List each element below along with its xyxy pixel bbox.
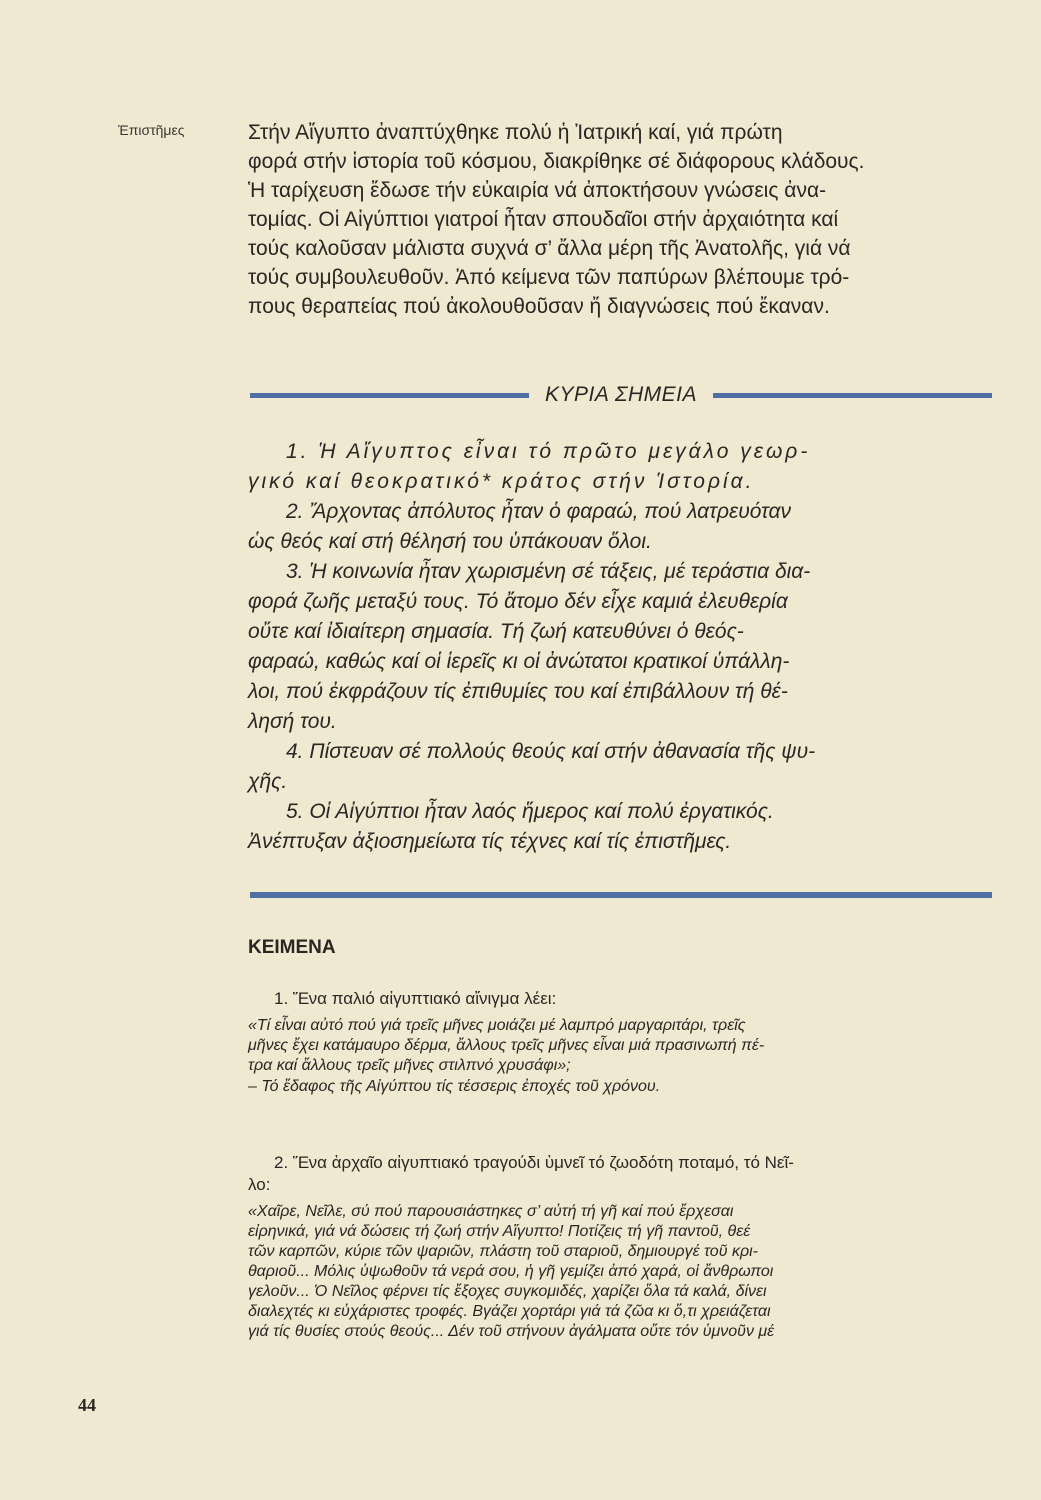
key-point-line: λοι, πού ἐκφράζουν τίς ἐπιθυμίες του καί ἐπιβάλλουν τή θέ- (248, 680, 788, 703)
text-1-quote-line: τρα καί ἄλλους τρεῖς μῆνες στιλπνό χρυσάφι»; (248, 1057, 571, 1074)
heading-rule-right (713, 393, 992, 398)
text-2-quote-line: θαριοῦ... Μόλις ὑψωθοῦν τά νερά σου, ἡ γῆ γεμίζει ἀπό χαρά, οἱ ἄνθρωποι (248, 1263, 774, 1280)
text-1-intro: 1. Ἕνα παλιό αἰγυπτιακό αἴνιγμα λέει: (274, 989, 557, 1008)
text-1-quote-line: μῆνες ἔχει κατάμαυρο δέρμα, ἄλλους τρεῖς μῆνες εἶναι μιά πρασινωπή πέ- (248, 1037, 765, 1054)
text-1 (248, 988, 990, 1098)
key-point-line: ὡς θεός καί στή θέλησή του ὑπάκουαν ὅλοι. (248, 530, 652, 553)
key-points-list (248, 437, 990, 857)
intro-line: τούς συμβουλευθοῦν. Ἀπό κείμενα τῶν παπύρων βλέπουμε τρό- (248, 266, 850, 289)
text-2-intro-line: λο: (248, 1175, 271, 1194)
margin-note: Ἐπιστῆμες (118, 122, 185, 138)
key-point-line: 5. Οἱ Αἰγύπτιοι ἦταν λαός ἥμερος καί πολύ ἐργατικός. (286, 800, 774, 823)
text-2 (248, 1152, 990, 1342)
text-1-quote-line: «Τί εἶναι αὐτό πού γιά τρεῖς μῆνες μοιάζει μέ λαμπρό μαργαριτάρι, τρεῖς (248, 1017, 746, 1034)
key-point-line: 3. Ἡ κοινωνία ἦταν χωρισμένη σέ τάξεις, μέ τεράστια δια- (286, 560, 811, 583)
key-point-line: χῆς. (248, 770, 288, 793)
key-point-line: 4. Πίστευαν σέ πολλούς θεούς καί στήν ἀθανασία τῆς ψυ- (286, 740, 816, 763)
section-divider (250, 892, 992, 898)
key-point-line: φαραώ, καθώς καί οἱ ἱερεῖς κι οἱ ἀνώτατοι κρατικοί ὑπάλλη- (248, 650, 790, 673)
text-2-quote-line: γιά τίς θυσίες στούς θεούς... Δέν τοῦ στήνουν ἀγάλματα οὔτε τόν ὑμνοῦν μέ (248, 1323, 775, 1340)
text-2-quote-line: εἰρηνικά, γιά νά δώσεις τή ζωή στήν Αἴγυπτο! Ποτίζεις τή γῆ παντοῦ, θεέ (248, 1223, 751, 1240)
key-points-heading-row (250, 380, 992, 410)
key-point-line: 1. Ἡ Αἴγυπτος εἶναι τό πρῶτο μεγάλο γεωρ- (286, 440, 811, 463)
key-point-line: γικό καί θεοκρατικό* κράτος στήν Ἱστορία. (248, 470, 755, 493)
text-2-quote-line: «Χαῖρε, Νεῖλε, σύ πού παρουσιάστηκες σ’ αὐτή τή γῆ καί πού ἔρχεσαι (248, 1203, 734, 1220)
intro-paragraph (248, 118, 990, 321)
key-points-heading: ΚΥΡΙΑ ΣΗΜΕΙΑ (545, 383, 698, 406)
key-point-line: φορά ζωῆς μεταξύ τους. Τό ἄτομο δέν εἶχε καμιά ἐλευθερία (248, 590, 788, 613)
text-2-quote-line: διαλεχτές κι εὐχάριστες τροφές. Βγάζει χορτάρι γιά τά ζῶα κι ὅ,τι χρειάζεται (248, 1303, 771, 1320)
intro-line: Στήν Αἴγυπτο ἀναπτύχθηκε πολύ ἡ Ἰατρική καί, γιά πρώτη (248, 121, 783, 144)
text-2-intro-line: 2. Ἕνα ἀρχαῖο αἰγυπτιακό τραγούδι ὑμνεῖ τό ζωοδότη ποταμό, τό Νεῖ- (274, 1153, 794, 1172)
heading-rule-left (250, 393, 529, 398)
texts-heading: ΚΕΙΜΕΝΑ (248, 937, 336, 958)
intro-line: Ἡ ταρίχευση ἔδωσε τήν εὐκαιρία νά ἀποκτήσουν γνώσεις ἀνα- (248, 179, 827, 202)
text-1-answer: – Τό ἔδαφος τῆς Αἰγύπτου τίς τέσσερις ἐποχές τοῦ χρόνου. (248, 1078, 661, 1095)
intro-line: πους θεραπείας πού ἀκολουθοῦσαν ἤ διαγνώσεις πού ἔκαναν. (248, 295, 830, 318)
text-2-quote-line: τῶν καρπῶν, κύριε τῶν ψαριῶν, πλάστη τοῦ σταριοῦ, δημιουργέ τοῦ κρι- (248, 1243, 758, 1260)
key-point-line: λησή του. (248, 710, 337, 733)
key-point-line: Ἀνέπτυξαν ἀξιοσημείωτα τίς τέχνες καί τίς ἐπιστῆμες. (248, 830, 732, 853)
text-2-quote-line: γελοῦν... Ὁ Νεῖλος φέρνει τίς ἔξοχες συγκομιδές, χαρίζει ὅλα τά καλά, δίνει (248, 1283, 767, 1300)
key-point-line: οὔτε καί ἰδιαίτερη σημασία. Τή ζωή κατευθύνει ὁ θεός- (248, 620, 744, 643)
page-number: 44 (78, 1395, 96, 1415)
intro-line: τομίας. Οἱ Αἰγύπτιοι γιατροί ἦταν σπουδαῖοι στήν ἀρχαιότητα καί (248, 208, 839, 231)
intro-line: φορά στήν ἱστορία τοῦ κόσμου, διακρίθηκε σέ διάφορους κλάδους. (248, 150, 865, 173)
key-point-line: 2. Ἄρχοντας ἀπόλυτος ἦταν ὁ φαραώ, πού λατρευόταν (286, 500, 792, 523)
intro-line: τούς καλοῦσαν μάλιστα συχνά σ’ ἄλλα μέρη τῆς Ἀνατολῆς, γιά νά (248, 237, 851, 260)
